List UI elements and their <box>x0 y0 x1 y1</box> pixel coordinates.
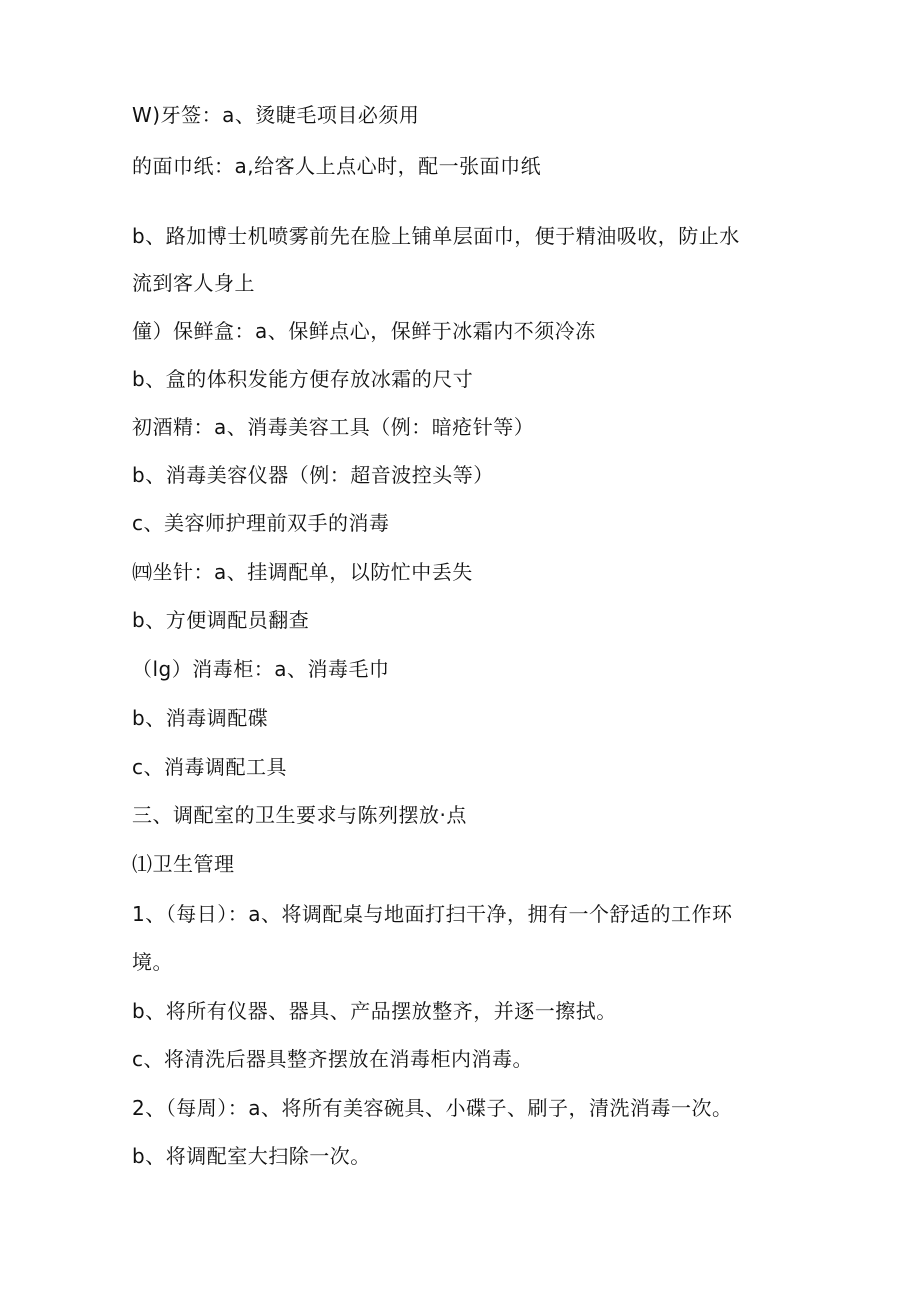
text-line: 僮）保鲜盒：a、保鲜点心，保鲜于冰霜内不须冷冻 <box>132 319 596 343</box>
text-line: 1、（每日）：a、将调配桌与地面打扫干净，拥有一个舒适的工作环 <box>132 902 733 926</box>
text-line: 2、（每周）：a、将所有美容碗具、小碟子、刷子，清洗消毒一次。 <box>132 1096 733 1120</box>
text-line: c、美容师护理前双手的消毒 <box>132 511 390 535</box>
text-line: （lg）消毒柜：a、消毒毛巾 <box>132 657 390 681</box>
text-line: 初酒精：a、消毒美容工具（例：暗疮针等） <box>132 415 535 439</box>
section-heading: 三、调配室的卫生要求与陈列摆放·点 <box>132 803 467 827</box>
text-line: b、将所有仪器、器具、产品摆放整齐，并逐一擦拭。 <box>132 999 617 1023</box>
text-line: 境。 <box>132 950 173 974</box>
text-line: b、盒的体积发能方便存放冰霜的尺寸 <box>132 367 474 391</box>
text-line: b、消毒调配碟 <box>132 706 269 730</box>
text-line: c、消毒调配工具 <box>132 755 287 779</box>
text-line: 流到客人身上 <box>132 271 255 295</box>
text-line: b、消毒美容仪器（例：超音波控头等） <box>132 463 494 487</box>
text-line: ㈣坐针：a、挂调配单，以防忙中丢失 <box>132 560 473 584</box>
subsection-heading: ⑴卫生管理 <box>132 852 235 876</box>
text-line: W)牙签：a、烫睫毛项目必须用 <box>132 103 420 127</box>
text-line: b、将调配室大扫除一次。 <box>132 1144 371 1168</box>
text-line: b、方便调配员翻查 <box>132 608 310 632</box>
text-line: 的面巾纸：a,给客人上点心时，配一张面巾纸 <box>132 154 542 178</box>
text-line: c、将清洗后器具整齐摆放在消毒柜内消毒。 <box>132 1047 533 1071</box>
text-line: b、路加博士机喷雾前先在脸上铺单层面巾，便于精油吸收，防止水 <box>132 224 740 248</box>
